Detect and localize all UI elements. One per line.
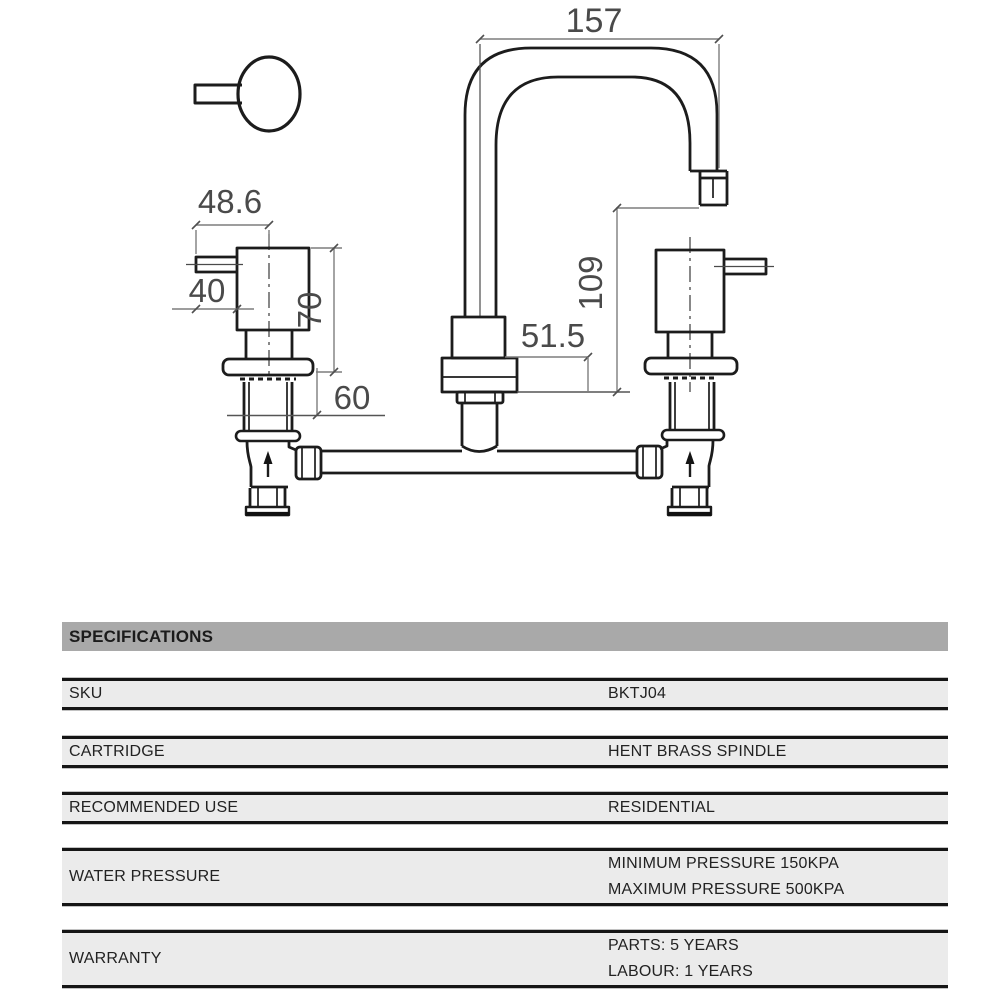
spout-outlet (690, 171, 727, 205)
dim-157-label: 157 (565, 2, 623, 40)
dimension-spout-reach (476, 2, 723, 168)
dimension-handle-offset (192, 183, 273, 254)
spec-row-sku (62, 678, 948, 710)
spec-label: RECOMMENDED USE (69, 799, 239, 816)
spec-row-recommended-use (62, 792, 948, 824)
spec-value: PARTS: 5 YEARS (608, 937, 739, 954)
right-handle-valve (637, 237, 774, 515)
spec-value: RESIDENTIAL (608, 799, 716, 816)
supply-pipe (321, 451, 638, 473)
spec-value: MAXIMUM PRESSURE 500KPA (608, 881, 845, 898)
spout (442, 44, 727, 452)
dimension-outlet-height (572, 204, 699, 396)
spec-value: LABOUR: 1 YEARS (608, 963, 753, 980)
flow-arrow-icon (686, 451, 695, 477)
spec-label: CARTRIDGE (69, 743, 165, 760)
specifications-header: SPECIFICATIONS (62, 622, 948, 651)
spec-value: MINIMUM PRESSURE 150KPA (608, 855, 840, 872)
spec-label: WATER PRESSURE (69, 868, 221, 885)
spec-value: BKTJ04 (608, 685, 667, 702)
dimension-body-height (291, 244, 342, 376)
spec-row-warranty (62, 930, 948, 988)
spec-label: SKU (69, 685, 103, 702)
dim-109-label: 109 (572, 255, 609, 311)
dim-48-6-label: 48.6 (197, 183, 263, 220)
dimension-handle-stub (172, 272, 254, 313)
knob-top-view (195, 57, 300, 131)
flow-arrow-icon (264, 451, 273, 477)
spec-row-water-pressure (62, 848, 948, 906)
spec-value: HENT BRASS SPINDLE (608, 743, 787, 760)
dim-51-5-label: 51.5 (520, 317, 586, 354)
dim-40-label: 40 (188, 272, 226, 309)
spec-label: WARRANTY (69, 950, 162, 967)
specifications-table (62, 622, 948, 988)
dim-70-label: 70 (291, 291, 328, 329)
dim-60-label: 60 (333, 379, 371, 416)
spec-row-cartridge (62, 736, 948, 768)
